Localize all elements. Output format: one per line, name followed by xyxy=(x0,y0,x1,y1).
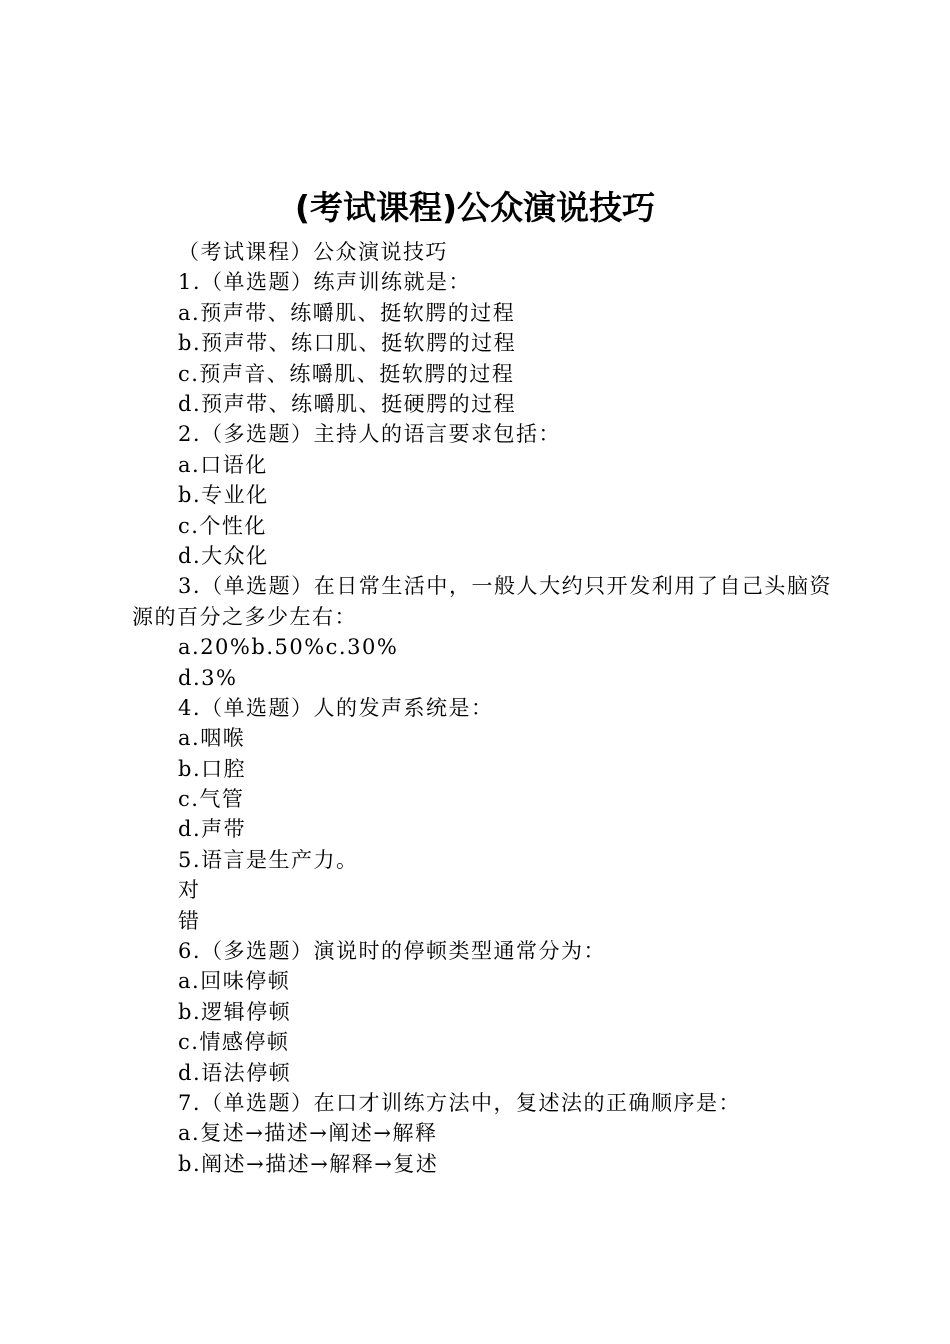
question-4-option-d: d.声带 xyxy=(178,817,247,842)
question-3-option-d: d.3% xyxy=(178,665,238,690)
body-heading: （考试课程）公众演说技巧 xyxy=(178,240,448,264)
question-3: 3.（单选题）在日常生活中，一般人大约只开发利用了自己头脑资源的百分之多少左右： xyxy=(132,574,832,629)
question-2-option-a: a.口语化 xyxy=(178,452,268,477)
question-1: 1.（单选题）练声训练就是： xyxy=(178,270,472,295)
question-1-option-b: b.预声带、练口肌、挺软腭的过程 xyxy=(178,331,517,356)
question-4-option-b: b.口腔 xyxy=(178,756,247,781)
question-6-option-a: a.回味停顿 xyxy=(178,969,291,994)
question-6: 6.（多选题）演说时的停顿类型通常分为： xyxy=(178,939,607,964)
question-4-option-c: c.气管 xyxy=(178,787,245,812)
question-7-option-a: a.复述→描述→阐述→解释 xyxy=(178,1121,438,1146)
question-2: 2.（多选题）主持人的语言要求包括： xyxy=(178,422,562,447)
question-1-option-c: c.预声音、练嚼肌、挺软腭的过程 xyxy=(178,361,515,386)
question-3-options-abc: a.20%b.50%c.30% xyxy=(178,635,399,660)
question-5-option-false: 错 xyxy=(178,908,201,933)
question-6-option-b: b.逻辑停顿 xyxy=(178,999,292,1024)
question-7-option-b: b.阐述→描述→解释→复述 xyxy=(178,1151,439,1176)
question-2-option-b: b.专业化 xyxy=(178,483,269,508)
question-5: 5.语言是生产力。 xyxy=(178,847,359,872)
question-5-option-true: 对 xyxy=(178,878,201,903)
document-body xyxy=(132,237,832,1179)
question-6-option-d: d.语法停顿 xyxy=(178,1060,292,1085)
question-6-option-c: c.情感停顿 xyxy=(178,1030,290,1055)
question-7: 7.（单选题）在口才训练方法中，复述法的正确顺序是： xyxy=(178,1090,742,1115)
question-2-option-d: d.大众化 xyxy=(178,543,269,568)
document-title: (考试课程)公众演说技巧 xyxy=(294,188,656,227)
question-4: 4.（单选题）人的发声系统是： xyxy=(178,695,494,720)
question-1-option-d: d.预声带、练嚼肌、挺硬腭的过程 xyxy=(178,391,517,416)
question-1-option-a: a.预声带、练嚼肌、挺软腭的过程 xyxy=(178,300,516,325)
question-4-option-a: a.咽喉 xyxy=(178,726,246,751)
question-2-option-c: c.个性化 xyxy=(178,513,267,538)
